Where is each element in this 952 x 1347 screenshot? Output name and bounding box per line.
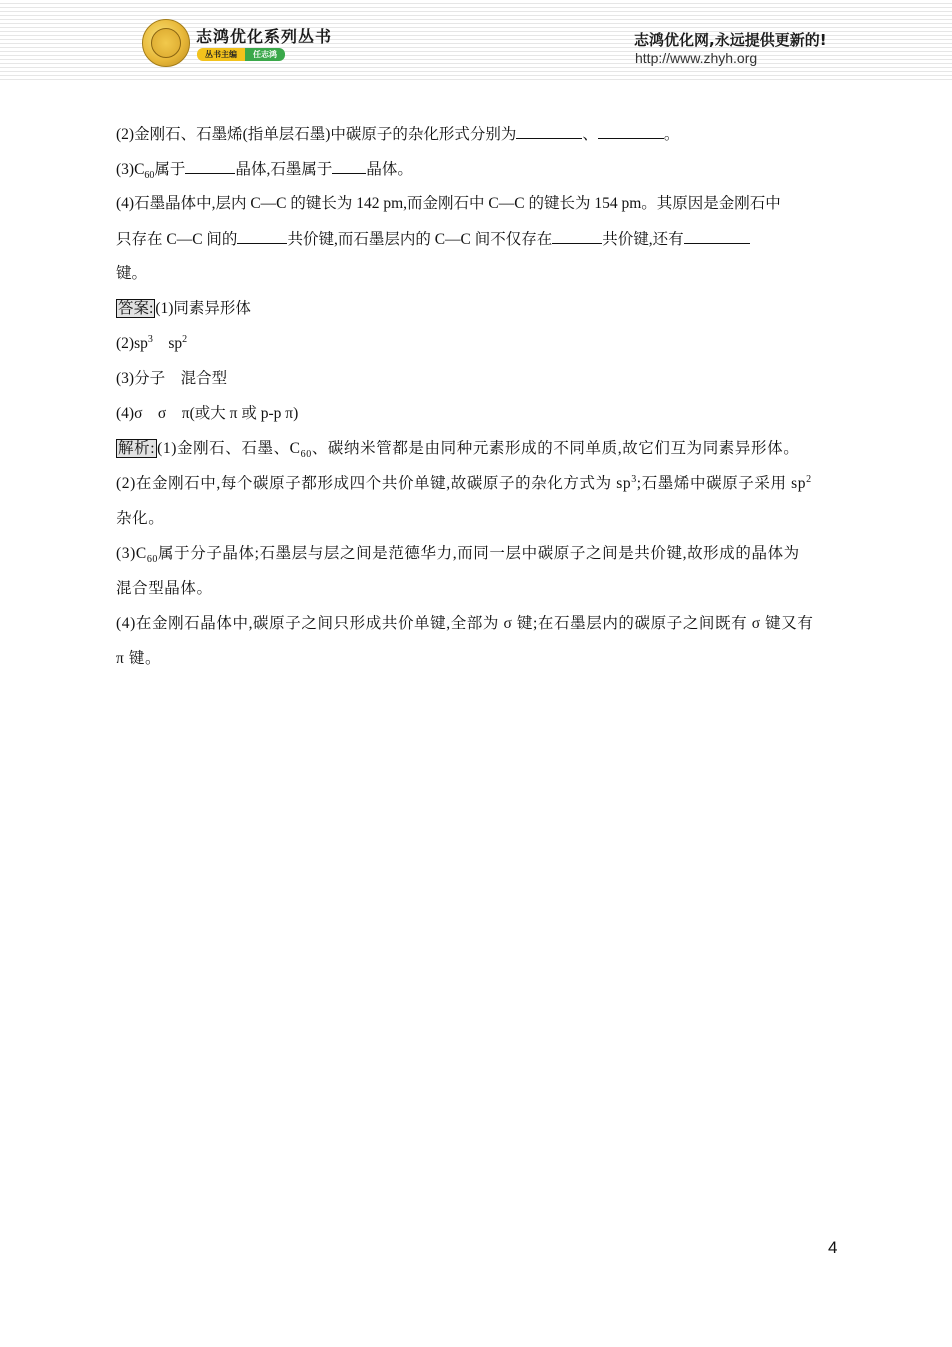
site-url[interactable]: http://www.zhyh.org — [635, 50, 758, 66]
analysis-3-cont: 混合型晶体。 — [116, 580, 213, 597]
analysis-text: (1)金刚石、石墨、C — [157, 440, 301, 457]
answer-4: (4)σ σ π(或大 π 或 p-p π) — [116, 405, 299, 422]
question-text: (3)C — [116, 161, 145, 178]
analysis-4: (4)在金刚石晶体中,碳原子之间只形成共价单键,全部为 σ 键;在石墨层内的碳原子之间既有 σ 键又有 — [116, 615, 814, 632]
logo-emblem — [151, 28, 181, 58]
answer-1 — [116, 295, 840, 330]
answer-text: sp — [168, 335, 183, 352]
superscript: 2 — [806, 473, 812, 485]
subscript: 60 — [300, 449, 312, 461]
superscript: 3 — [147, 333, 153, 345]
tag-series-editor: 丛书主编 — [197, 48, 245, 61]
superscript: 3 — [631, 473, 637, 485]
analysis-4-cont: π 键。 — [116, 650, 162, 667]
analysis-text: ;石墨烯中碳原子采用 sp — [636, 475, 807, 492]
answer-blank — [684, 225, 750, 244]
question-text: 共价键,还有 — [602, 231, 684, 248]
answer-3: (3)分子 混合型 — [116, 370, 228, 387]
analysis-text: 属于分子晶体;石墨层与层之间是范德华力,而同一层中碳原子之间是共价键,故形成的晶体为 — [158, 545, 800, 562]
question-4-line-3: 键。 — [116, 265, 148, 282]
question-text: 只存在 C—C 间的 — [116, 231, 238, 248]
analysis-3 — [116, 540, 840, 575]
answer-blank — [598, 120, 664, 139]
question-4-line-1: (4)石墨晶体中,层内 C—C 的键长为 142 pm,而金刚石中 C—C 的键长为 154 pm。其原因是金刚石中 — [116, 195, 781, 212]
question-text: 共价键,而石墨层内的 C—C 间不仅存在 — [287, 231, 553, 248]
analysis-text: (3)C — [116, 545, 147, 562]
brand-tags — [197, 48, 285, 61]
subscript: 60 — [146, 554, 159, 566]
question-4-line-2 — [116, 225, 840, 260]
answer-blank — [516, 120, 582, 139]
brand-title: 志鸿优化系列丛书 — [196, 27, 333, 46]
analysis-2 — [116, 470, 840, 505]
answer-blank — [237, 225, 287, 244]
punctuation: 。 — [663, 126, 680, 143]
subscript: 60 — [144, 170, 155, 182]
tag-editor-name: 任志鸿 — [245, 48, 285, 61]
analysis-text: (2)在金刚石中,每个碳原子都形成四个共价单键,故碳原子的杂化方式为 sp — [116, 475, 632, 492]
analysis-text: 、碳纳米管都是由同种元素形成的不同单质,故它们互为同素异形体。 — [311, 440, 800, 457]
publisher-logo — [142, 19, 190, 67]
answer-blank — [552, 225, 602, 244]
answer-text: (2)sp — [116, 335, 148, 352]
separator: 、 — [582, 126, 598, 143]
document-body — [116, 120, 840, 680]
answer-label: 答案: — [118, 300, 154, 317]
page-header — [0, 0, 952, 80]
question-text: (2)金刚石、石墨烯(指单层石墨)中碳原子的杂化形式分别为 — [116, 126, 517, 143]
question-text: 晶体。 — [366, 161, 413, 178]
answer-2 — [116, 330, 840, 365]
answer-text: (1)同素异形体 — [155, 300, 251, 317]
superscript: 2 — [182, 333, 188, 345]
question-3 — [116, 155, 840, 190]
page-number: 4 — [828, 1238, 838, 1257]
analysis-label: 解析: — [118, 440, 156, 457]
question-2 — [116, 120, 840, 155]
answer-blank — [332, 155, 366, 174]
answer-blank — [185, 155, 235, 174]
analysis-2-cont: 杂化。 — [116, 510, 165, 527]
analysis-1 — [116, 435, 840, 470]
site-slogan: 志鸿优化网,永远提供更新的! — [634, 31, 827, 49]
question-text: 属于 — [154, 161, 186, 178]
question-text: 晶体,石墨属于 — [235, 161, 333, 178]
